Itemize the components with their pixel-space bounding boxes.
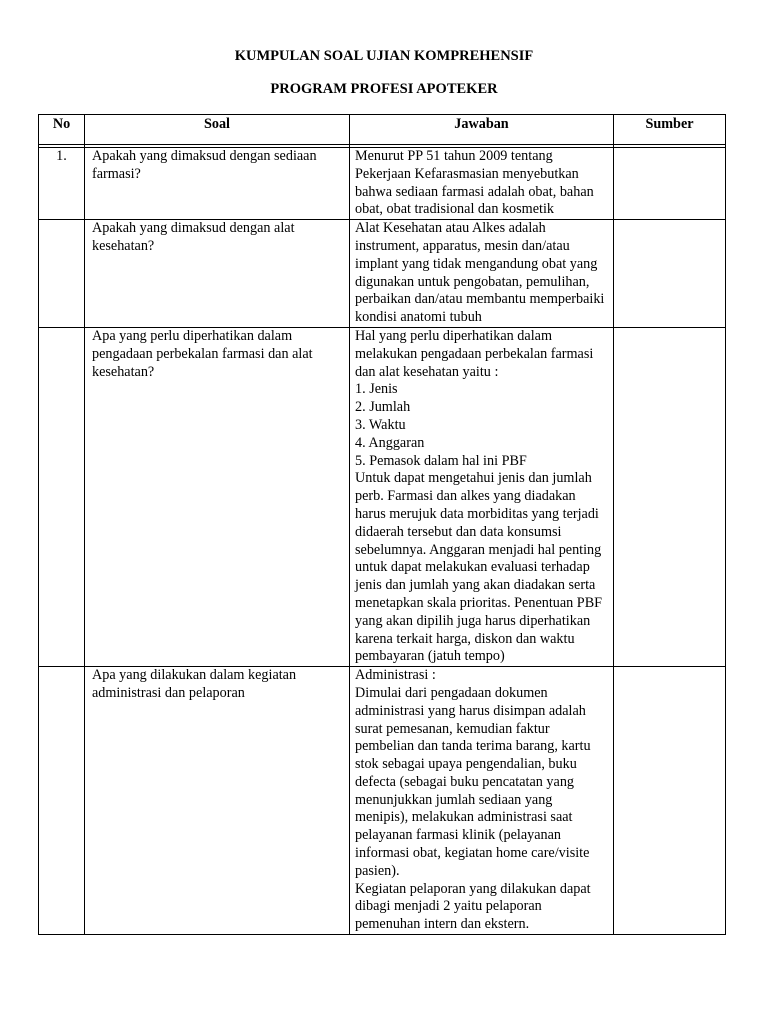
jawaban-paragraph: Dimulai dari pengadaan dokumen administrasi yang harus disimpan adalah surat pemesanan, kemudian faktur pembelian dan tanda terima barang, kartu stok sebagai upaya pengendalian, buku defecta (sebagai buku pencatatan yang menunjukkan jumlah sediaan yang menipis), melakukan administrasi saat pelayanan farmasi klinik (pelayanan informasi obat, kegiatan home care/visite pasien). <box>355 684 595 879</box>
cell-soal: Apakah yang dimaksud dengan sediaan farmasi? <box>85 148 350 220</box>
cell-jawaban <box>350 148 614 220</box>
cell-sumber <box>614 220 726 328</box>
jawaban-paragraph: Kegiatan pelaporan yang dilakukan dapat dibagi menjadi 2 yaitu pelaporan pemenuhan intern dan ekstern. <box>355 880 595 933</box>
jawaban-paragraph: 1. Jenis <box>355 381 398 398</box>
jawaban-paragraph: 2. Jumlah <box>355 399 411 416</box>
table-row <box>39 220 726 328</box>
cell-no <box>39 220 85 328</box>
cell-soal: Apakah yang dimaksud dengan alat kesehatan? <box>85 220 350 328</box>
table-row <box>39 667 726 935</box>
cell-jawaban <box>350 220 614 328</box>
header-no: No <box>39 115 85 145</box>
cell-no <box>39 327 85 666</box>
header-soal: Soal <box>85 115 350 145</box>
cell-no: 1. <box>39 148 85 220</box>
jawaban-paragraph: Menurut PP 51 tahun 2009 tentang Pekerjaan Kefarasmasian menyebutkan bahwa sediaan farmasi adalah obat, bahan obat, obat tradisional dan kosmetik <box>355 148 598 218</box>
header-sumber: Sumber <box>614 115 726 145</box>
cell-jawaban <box>350 327 614 666</box>
jawaban-paragraph: Administrasi : <box>355 667 436 684</box>
cell-soal: Apa yang perlu diperhatikan dalam pengadaan perbekalan farmasi dan alat kesehatan? <box>85 327 350 666</box>
jawaban-paragraph: Hal yang perlu diperhatikan dalam melakukan pengadaan perbekalan farmasi dan alat kesehatan yaitu : <box>355 327 597 380</box>
jawaban-paragraph: 3. Waktu <box>355 416 406 433</box>
jawaban-paragraph: Alat Kesehatan atau Alkes adalah instrument, apparatus, mesin dan/atau implant yang tidak mengandung obat yang digunakan untuk pengobatan, pemulihan, perbaikan dan/atau membantu memperbaiki kondisi anatomi tubuh <box>355 220 608 326</box>
cell-sumber <box>614 148 726 220</box>
document-title: KUMPULAN SOAL UJIAN KOMPREHENSIF <box>234 48 534 64</box>
table-body <box>39 145 726 935</box>
jawaban-paragraph: 4. Anggaran <box>355 434 425 451</box>
document-subtitle: PROGRAM PROFESI APOTEKER <box>270 81 498 97</box>
table-row <box>39 327 726 666</box>
cell-soal: Apa yang dilakukan dalam kegiatan administrasi dan pelaporan <box>85 667 350 935</box>
cell-sumber <box>614 667 726 935</box>
jawaban-paragraph: 5. Pemasok dalam hal ini PBF <box>355 452 527 469</box>
exam-table <box>38 114 726 935</box>
table-header-row <box>39 115 726 145</box>
table-row <box>39 148 726 220</box>
cell-sumber <box>614 327 726 666</box>
cell-jawaban <box>350 667 614 935</box>
cell-no <box>39 667 85 935</box>
header-jawaban: Jawaban <box>350 115 614 145</box>
jawaban-paragraph: Untuk dapat mengetahui jenis dan jumlah perb. Farmasi dan alkes yang diadakan harus merujuk data morbiditas yang terjadi didaerah tersebut dan data konsumsi sebelumnya. Anggaran menjadi hal penting untuk dapat melakukan evaluasi terhadap jenis dan jumlah yang akan diadakan serta menetapkan skala prioritas. Penentuan PBF yang akan dipilih juga harus diperhatikan karena terkait harga, diskon dan waktu pembayaran (jatuh tempo) <box>355 470 606 665</box>
